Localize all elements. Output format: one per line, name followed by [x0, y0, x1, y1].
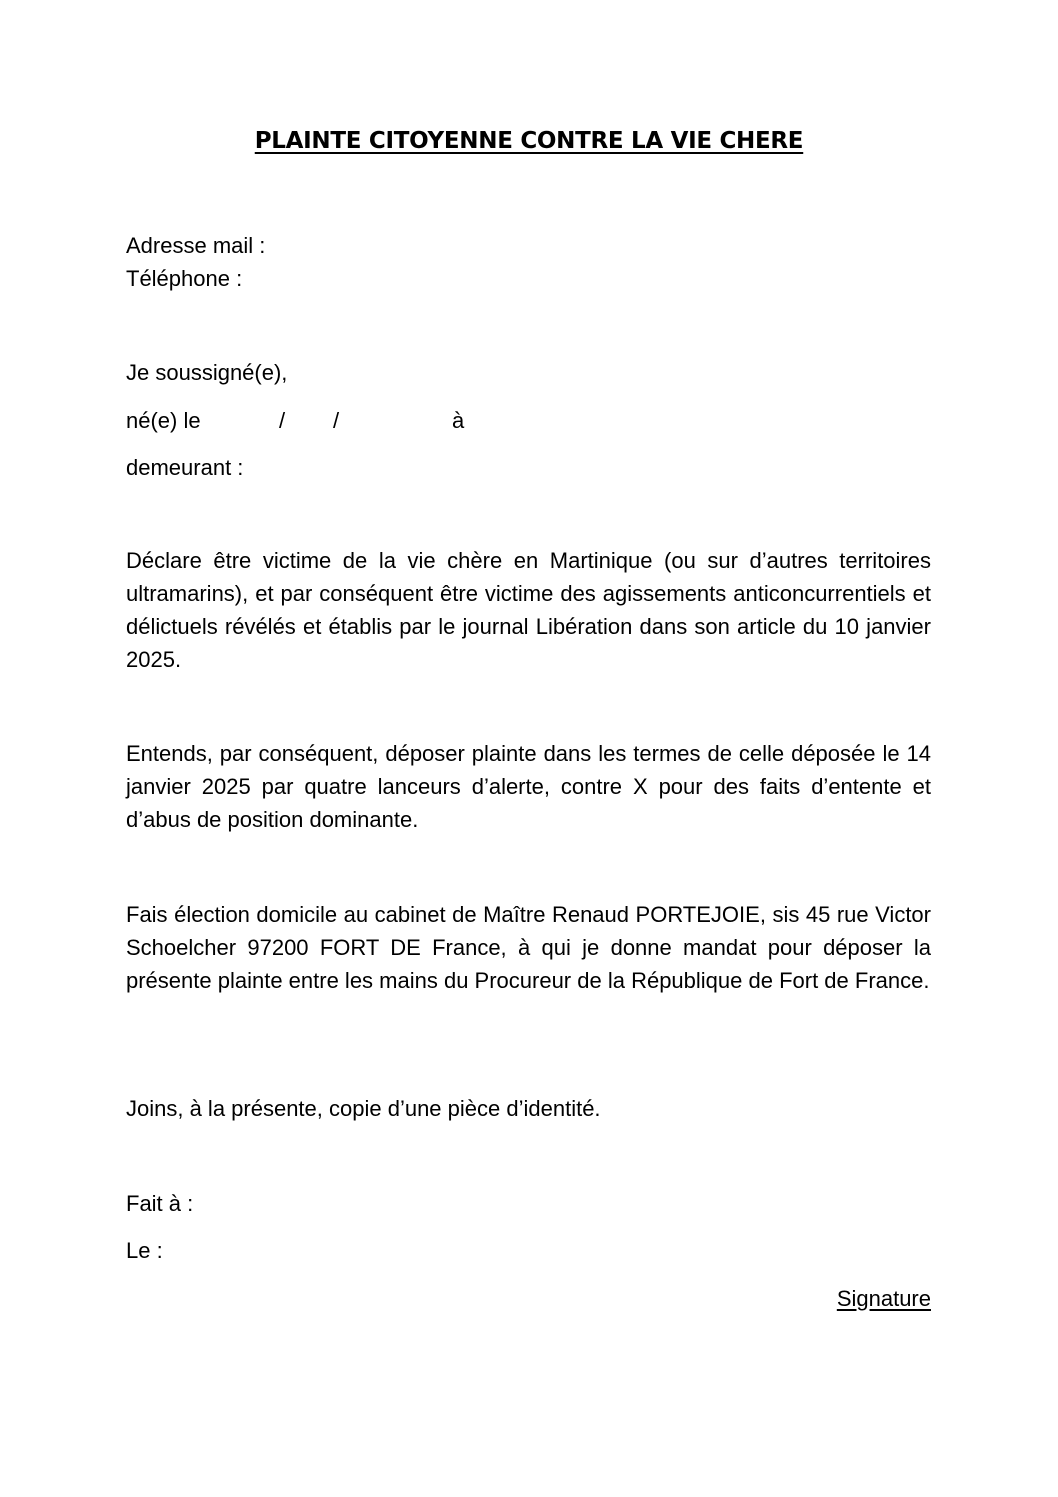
- born-label: né(e) le: [126, 408, 201, 433]
- residing-label: demeurant :: [126, 455, 244, 480]
- attachment-paragraph: Joins, à la présente, copie d’une pièce d’identité.: [126, 1096, 601, 1121]
- declaration-paragraph: Déclare être victime de la vie chère en Martinique (ou sur d’autres territoires ultramarins), et par conséquent être victime des agissements anticoncurrentiels et délictuels révélés et établis par le journal Libération dans son article du 10 janvier 2025.: [126, 548, 931, 672]
- phone-label: Téléphone :: [126, 266, 243, 291]
- undersigned-label: Je soussigné(e),: [126, 360, 288, 385]
- complaint-paragraph: Entends, par conséquent, déposer plainte dans les termes de celle déposée le 14 janvier 2025 par quatre lanceurs d’alerte, contre X pour des faits d’entente et d’abus de position dominante.: [126, 741, 931, 832]
- birthplace-label: à: [452, 408, 465, 433]
- email-label: Adresse mail :: [126, 233, 266, 258]
- document-title: PLAINTE CITOYENNE CONTRE LA VIE CHERE: [254, 128, 804, 154]
- date-separator-month: /: [333, 408, 340, 433]
- date-label: Le :: [126, 1238, 163, 1263]
- date-separator-day: /: [279, 408, 286, 433]
- made-at-label: Fait à :: [126, 1191, 194, 1216]
- domicile-paragraph: Fais élection domicile au cabinet de Maître Renaud PORTEJOIE, sis 45 rue Victor Schoelcher 97200 FORT DE France, à qui je donne mandat pour déposer la présente plainte entre les mains du Procureur de la République de Fort de France.: [126, 902, 931, 993]
- signature-label: Signature: [836, 1286, 931, 1311]
